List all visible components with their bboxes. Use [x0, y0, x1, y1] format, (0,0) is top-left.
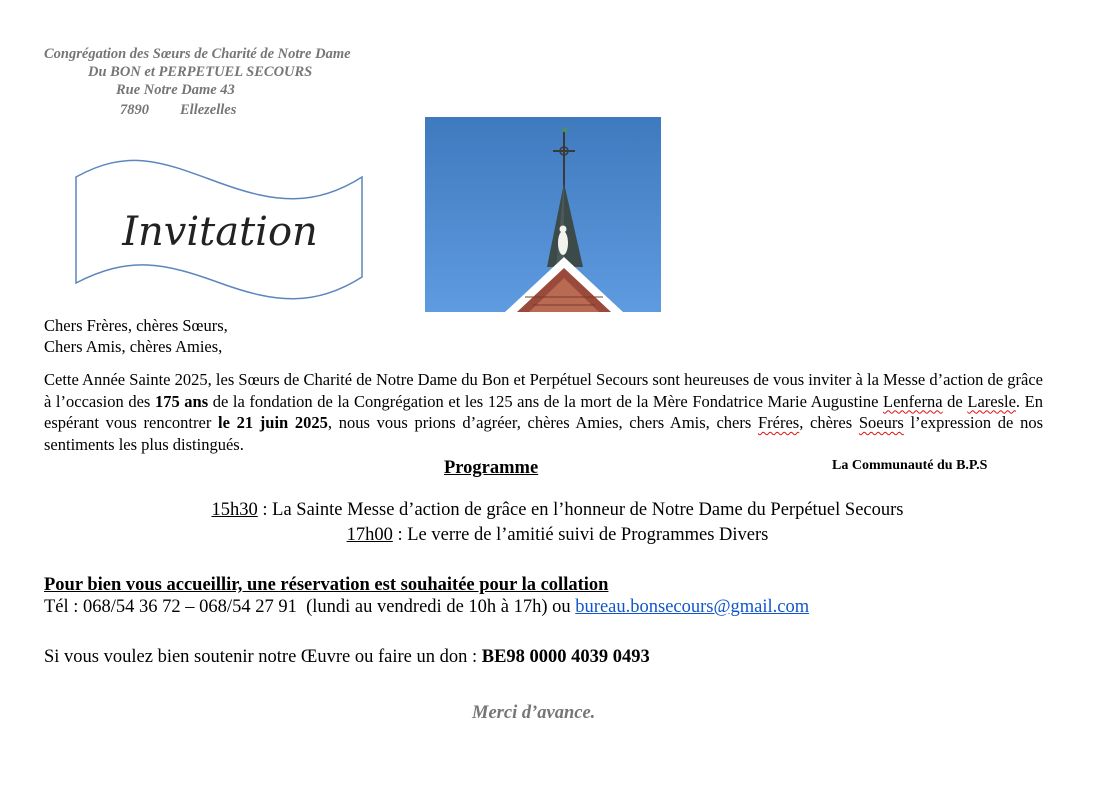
founder-name: Lenferna: [883, 391, 943, 411]
address-postal-code: 7890: [120, 102, 149, 118]
greeting-line-1: Chers Frères, chères Sœurs,: [44, 316, 228, 335]
programme-title: Programme: [444, 458, 539, 478]
invitation-title: Invitation: [122, 209, 318, 255]
phone-numbers: Tél : 068/54 36 72 – 068/54 27 91 (lundi au vendredi de 10h à 17h) ou: [44, 597, 576, 617]
address-city: Ellezelles: [180, 102, 237, 118]
letter-text: , chères: [799, 413, 859, 432]
church-steeple-image: [425, 117, 661, 312]
anniversary-years: 175 ans: [154, 391, 209, 411]
programme-item: [0, 497, 1115, 523]
invitation-banner: [70, 155, 370, 315]
donation-text: Si vous voulez bien soutenir notre Œuvre ou faire un don :: [44, 647, 482, 667]
letter-text: de la fondation de la Congrégation et les 125 ans de la mort de la Mère Fondatrice Marie Augustine: [208, 391, 884, 411]
email-link[interactable]: bureau.bonsecours@gmail.com: [575, 597, 810, 617]
address-street: Rue Notre Dame 43: [116, 82, 235, 98]
programme-description: : La Sainte Messe d’action de grâce en l’honneur de Notre Dame du Perpétuel Secours: [257, 500, 904, 520]
spelling-flagged-word: Soeurs: [858, 413, 904, 432]
spelling-flagged-word: Fréres: [757, 413, 800, 432]
congregation-name: Congrégation des Sœurs de Charité de Notre Dame: [44, 46, 351, 62]
letter-text: Cette Année Sainte 2025, les Sœurs de Charité de Notre Dame du Bon et Perpétuel Secours sont heureuses de vous inviter à la Messe d’action de grâce à l’occasion des: [44, 370, 1043, 411]
letter-text: , nous vous prions d’agréer, chères Amies, chers Amis, chers: [327, 413, 758, 432]
donation-line: [44, 645, 650, 669]
congregation-subtitle: Du BON et PERPETUEL SECOURS: [88, 64, 313, 80]
closing-thanks: Merci d’avance.: [472, 703, 596, 723]
reservation-heading: Pour bien vous accueillir, une réservation est souhaitée pour la collation: [44, 575, 609, 595]
invitation-paragraph: [44, 369, 1043, 455]
greeting-line-2: Chers Amis, chères Amies,: [44, 337, 223, 356]
event-date: le 21 juin 2025: [218, 413, 328, 432]
programme-time: 17h00: [346, 525, 393, 545]
letter-text: de: [942, 391, 968, 411]
signature: La Communauté du B.P.S: [832, 458, 988, 473]
programme-item: [0, 522, 1115, 548]
programme-time: 15h30: [211, 500, 258, 520]
letter-text: l’expression de nos sentiments les plus distingués.: [44, 413, 1043, 454]
contact-line: [44, 595, 809, 619]
bank-account-iban: BE98 0000 4039 0493: [481, 647, 650, 667]
programme-description: : Le verre de l’amitié suivi de Programmes Divers: [392, 525, 769, 545]
founder-surname: Laresle: [967, 391, 1016, 411]
letter-text: . En espérant vous rencontrer: [44, 391, 1043, 432]
